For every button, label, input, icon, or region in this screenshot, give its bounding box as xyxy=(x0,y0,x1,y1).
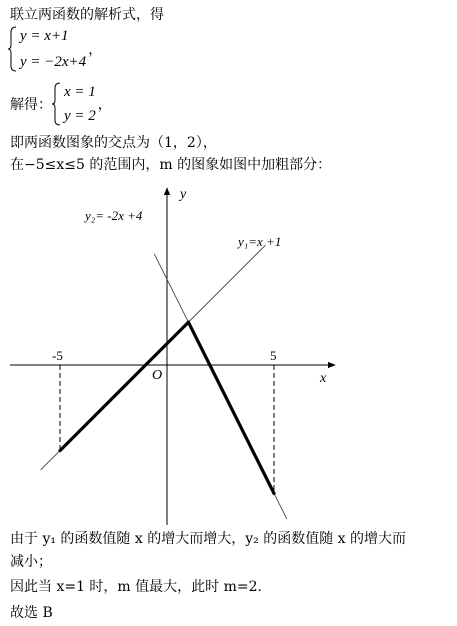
x-axis-label: x xyxy=(320,371,327,386)
tick-label-pos5: 5 xyxy=(270,348,277,363)
equation-y1: y = x+1 xyxy=(20,28,69,44)
intersection-text: 即两函数图象的交点为（1，2）， xyxy=(10,135,217,151)
answer-line: 故选 B xyxy=(10,605,53,621)
y-axis-label: y xyxy=(180,187,187,202)
tick-label-neg5: -5 xyxy=(52,348,63,363)
label-y2: y₂= -2x +4 xyxy=(85,208,143,223)
function-graph xyxy=(0,180,457,530)
solution-comma: ， xyxy=(97,97,112,113)
left-brace-icon xyxy=(52,82,62,126)
label-y1: y₁=x +1 xyxy=(238,234,282,249)
solve-label: 解得： xyxy=(10,97,52,113)
explanation-line2: 减小； xyxy=(10,554,52,570)
system-comma: ， xyxy=(88,42,103,58)
solution-x: x = 1 xyxy=(64,84,96,100)
origin-label: O xyxy=(152,368,163,383)
explanation-line1: 由于 y₁ 的函数值随 x 的增大而增大，y₂ 的函数值随 x 的增大而 xyxy=(10,531,406,547)
equation-y2: y = −2x+4 xyxy=(20,54,87,70)
explanation-line3: 因此当 x=1 时，m 值最大，此时 m=2. xyxy=(10,579,262,595)
solution-y: y = 2 xyxy=(64,108,96,124)
range-text: 在−5≤x≤5 的范围内，m 的图象如图中加粗部分： xyxy=(10,157,332,173)
bold-segment-y1 xyxy=(60,322,188,450)
system-of-equations xyxy=(8,26,102,72)
intro-text: 联立两函数的解析式，得 xyxy=(10,7,164,23)
left-brace-icon xyxy=(8,26,18,72)
solution-block xyxy=(10,82,112,126)
bold-segment-y2 xyxy=(188,322,274,493)
